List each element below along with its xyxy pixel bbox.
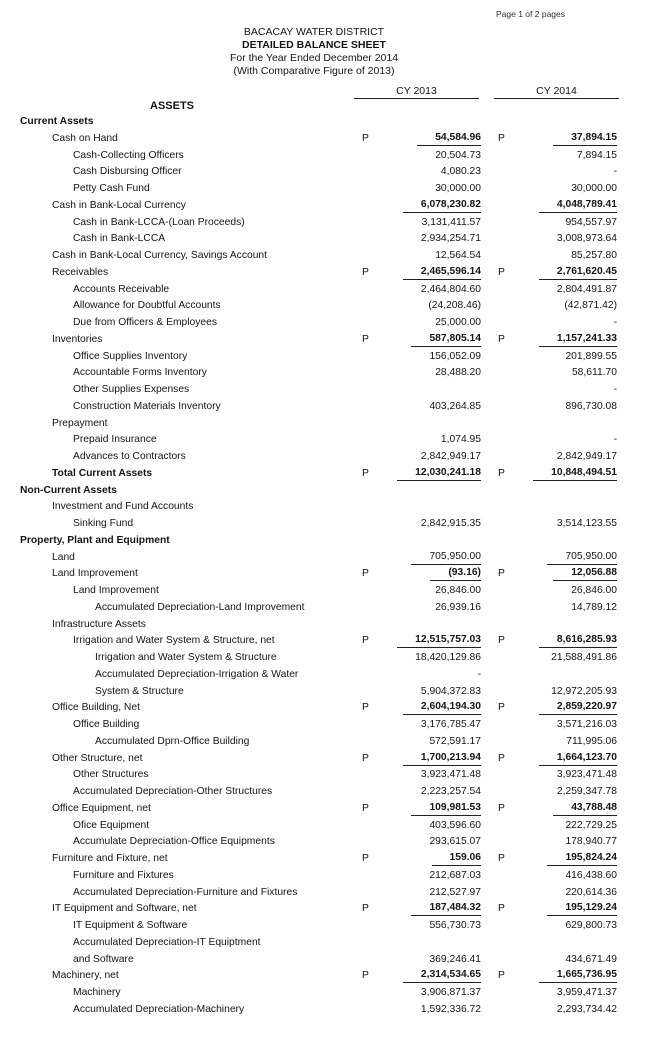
amount-2014: 58,611.70 bbox=[571, 367, 617, 379]
amount-2014: 222,729.25 bbox=[565, 819, 617, 831]
row-label: Ofice Equipment bbox=[73, 819, 150, 831]
table-row bbox=[0, 215, 668, 231]
amount-2013: 12,030,241.18 bbox=[397, 466, 481, 481]
amount-2014: 195,824.24 bbox=[547, 851, 617, 866]
amount-2014: 30,000.00 bbox=[571, 183, 617, 194]
row-label: Petty Cash Fund bbox=[73, 183, 150, 194]
amount-2013: 4,080.23 bbox=[440, 166, 481, 178]
table-row bbox=[0, 1002, 668, 1018]
amount-2013: 403,264.85 bbox=[429, 400, 481, 412]
amount-2014: 1,157,241.33 bbox=[539, 332, 617, 347]
amount-2013: 2,465,596.14 bbox=[403, 265, 481, 280]
row-label: Sinking Fund bbox=[73, 518, 134, 529]
peso-sign-2014: P bbox=[498, 635, 505, 647]
amount-2014: 43,788.48 bbox=[553, 801, 617, 816]
peso-sign-2013: P bbox=[362, 903, 369, 915]
peso-sign-2013: P bbox=[362, 333, 369, 345]
amount-2014: 10,848,494.51 bbox=[533, 466, 617, 481]
row-label: Cash in Bank-LCCA-(Loan Proceeds) bbox=[73, 216, 245, 228]
peso-sign-2013: P bbox=[362, 970, 369, 982]
amount-2014: 201,899.55 bbox=[565, 350, 617, 362]
table-row bbox=[0, 466, 668, 482]
amount-2014: (42,871.42) bbox=[564, 300, 617, 312]
table-row bbox=[0, 767, 668, 783]
table-row bbox=[0, 667, 668, 683]
amount-2013: 293,615.07 bbox=[429, 836, 481, 848]
amount-2014: 2,842,949.17 bbox=[556, 451, 617, 462]
row-label: and Software bbox=[73, 953, 134, 965]
amount-2013: 187,484.32 bbox=[411, 901, 481, 916]
table-row bbox=[0, 349, 668, 365]
row-label: Office Supplies Inventory bbox=[73, 350, 188, 362]
amount-2013: 12,564.54 bbox=[435, 250, 481, 261]
amount-2013: 587,805.14 bbox=[411, 332, 481, 347]
amount-2013: 572,591.17 bbox=[429, 735, 481, 747]
amount-2013: 2,223,257.54 bbox=[420, 786, 481, 797]
amount-2013: 26,846.00 bbox=[435, 585, 481, 596]
table-row bbox=[0, 650, 668, 666]
table-row bbox=[0, 834, 668, 850]
row-label: Irrigation and Water System & Structure, net bbox=[73, 635, 275, 647]
peso-sign-2014: P bbox=[498, 853, 505, 864]
row-label: Cash Disbursing Officer bbox=[73, 166, 182, 178]
table-row bbox=[0, 717, 668, 733]
amount-2013: 403,596.60 bbox=[429, 819, 481, 831]
row-label: Furniture and Fixture, net bbox=[52, 853, 168, 864]
amount-2013: 156,052.09 bbox=[429, 350, 481, 362]
amount-2013: - bbox=[477, 668, 481, 680]
amount-2014: 3,959,471.37 bbox=[556, 987, 617, 998]
row-label: Other Structure, net bbox=[52, 752, 143, 764]
row-label: Land Improvement bbox=[73, 585, 159, 596]
report-title: DETAILED BALANCE SHEET bbox=[242, 39, 386, 51]
column-header-cy2013: CY 2013 bbox=[354, 85, 479, 99]
assets-heading: ASSETS bbox=[150, 100, 195, 112]
amount-2014: 2,259,347.78 bbox=[556, 786, 617, 797]
table-row bbox=[0, 114, 668, 130]
amount-2014: 4,048,789.41 bbox=[539, 198, 617, 213]
amount-2013: 109,981.53 bbox=[411, 801, 481, 816]
row-label: Investment and Fund Accounts bbox=[52, 501, 194, 513]
peso-sign-2013: P bbox=[362, 802, 369, 814]
peso-sign-2013: P bbox=[362, 568, 369, 580]
table-row bbox=[0, 700, 668, 716]
amount-2013: 2,934,254.71 bbox=[420, 233, 481, 245]
amount-2013: (24,208.46) bbox=[428, 300, 481, 312]
row-label: Accumulate Depreciation-Office Equipments bbox=[73, 836, 275, 848]
peso-sign-2013: P bbox=[362, 266, 369, 278]
amount-2014: 12,972,205.93 bbox=[551, 685, 617, 697]
amount-2013: 5,904,372.83 bbox=[420, 685, 481, 697]
amount-2013: 2,464,804.60 bbox=[420, 283, 481, 295]
amount-2014: 12,056.88 bbox=[553, 566, 617, 581]
amount-2014: 21,588,491.86 bbox=[551, 652, 617, 663]
row-label: Machinery bbox=[73, 987, 121, 998]
amount-2014: 705,950.00 bbox=[547, 550, 617, 565]
table-row bbox=[0, 801, 668, 817]
amount-2014: 896,730.08 bbox=[565, 400, 617, 412]
row-label: Accumulated Depreciation-Irrigation & Water bbox=[95, 668, 299, 680]
table-row bbox=[0, 566, 668, 582]
amount-2013: 2,314,534.65 bbox=[403, 968, 481, 983]
table-row bbox=[0, 918, 668, 934]
table-row bbox=[0, 282, 668, 298]
amount-2013: 2,842,949.17 bbox=[420, 451, 481, 462]
row-label: Cash in Bank-Local Currency bbox=[52, 199, 186, 211]
column-header-cy2014: CY 2014 bbox=[494, 85, 619, 99]
amount-2014: 3,008,973.64 bbox=[556, 233, 617, 245]
row-label: Property, Plant and Equipment bbox=[20, 534, 170, 546]
peso-sign-2014: P bbox=[498, 802, 505, 814]
amount-2014: 434,671.49 bbox=[565, 953, 617, 965]
table-row bbox=[0, 432, 668, 448]
table-row bbox=[0, 198, 668, 214]
table-row bbox=[0, 399, 668, 415]
table-row bbox=[0, 499, 668, 515]
table-row bbox=[0, 449, 668, 465]
amount-2013: 3,906,871.37 bbox=[420, 987, 481, 998]
amount-2013: 2,604,194.30 bbox=[403, 700, 481, 715]
row-label: Furniture and Fixtures bbox=[73, 869, 174, 881]
report-comparative: (With Comparative Figure of 2013) bbox=[233, 65, 395, 77]
table-row bbox=[0, 298, 668, 314]
row-label: Irrigation and Water System & Structure bbox=[95, 652, 277, 663]
row-label: Due from Officers & Employees bbox=[73, 317, 218, 328]
table-row bbox=[0, 533, 668, 549]
table-row bbox=[0, 231, 668, 247]
peso-sign-2014: P bbox=[498, 467, 505, 479]
amount-2014: 416,438.60 bbox=[565, 869, 617, 881]
row-label: Construction Materials Inventory bbox=[73, 400, 221, 412]
peso-sign-2014: P bbox=[498, 702, 505, 714]
row-label: Accountable Forms Inventory bbox=[73, 367, 207, 379]
amount-2014: 711,995.06 bbox=[566, 735, 617, 747]
table-row bbox=[0, 968, 668, 984]
row-label: Non-Current Assets bbox=[20, 484, 117, 496]
table-row bbox=[0, 332, 668, 348]
table-row bbox=[0, 851, 668, 867]
org-name: BACACAY WATER DISTRICT bbox=[243, 26, 385, 38]
table-row bbox=[0, 550, 668, 566]
row-label: IT Equipment and Software, net bbox=[52, 903, 197, 915]
peso-sign-2014: P bbox=[498, 970, 505, 982]
amount-2014: 2,293,734.42 bbox=[556, 1003, 617, 1015]
amount-2013: 3,131,411.57 bbox=[421, 216, 481, 228]
amount-2013: 3,923,471.48 bbox=[420, 769, 481, 781]
amount-2013: 556,730.73 bbox=[429, 920, 481, 931]
row-label: Receivables bbox=[52, 266, 109, 278]
amount-2013: 159.06 bbox=[432, 851, 482, 866]
table-row bbox=[0, 265, 668, 281]
table-row bbox=[0, 600, 668, 616]
amount-2013: 25,000.00 bbox=[435, 317, 481, 328]
amount-2013: 1,592,336.72 bbox=[420, 1003, 481, 1015]
amount-2014: 1,665,736.95 bbox=[539, 968, 617, 983]
peso-sign-2014: P bbox=[498, 266, 505, 278]
row-label: Land Improvement bbox=[52, 568, 138, 580]
row-label: Current Assets bbox=[20, 116, 94, 127]
amount-2013: (93.16) bbox=[430, 566, 481, 581]
table-row bbox=[0, 131, 668, 147]
row-label: Land bbox=[52, 551, 75, 563]
amount-2014: 2,761,620.45 bbox=[539, 265, 617, 280]
amount-2013: 212,527.97 bbox=[429, 886, 481, 898]
peso-sign-2014: P bbox=[498, 752, 505, 764]
row-label: Prepayment bbox=[52, 417, 108, 429]
amount-2013: 1,074.95 bbox=[440, 434, 481, 446]
amount-2014: - bbox=[613, 434, 617, 446]
table-row bbox=[0, 164, 668, 180]
row-label: Cash on Hand bbox=[52, 132, 118, 144]
table-row bbox=[0, 382, 668, 398]
row-label: Infrastructure Assets bbox=[52, 618, 146, 630]
table-row bbox=[0, 751, 668, 767]
table-row bbox=[0, 784, 668, 800]
row-label: Machinery, net bbox=[52, 970, 119, 982]
amount-2013: 6,078,230.82 bbox=[403, 198, 481, 213]
amount-2014: 954,557.97 bbox=[565, 216, 617, 228]
row-label: Allowance for Doubtful Accounts bbox=[73, 300, 221, 312]
peso-sign-2014: P bbox=[498, 333, 505, 345]
amount-2014: 2,804,491.87 bbox=[556, 283, 617, 295]
row-label: Prepaid Insurance bbox=[73, 434, 157, 446]
amount-2013: 54,584.96 bbox=[417, 131, 481, 146]
amount-2014: 220,614.36 bbox=[565, 886, 617, 898]
report-period: For the Year Ended December 2014 bbox=[229, 52, 399, 64]
amount-2014: 85,257.80 bbox=[571, 250, 617, 261]
table-row bbox=[0, 315, 668, 331]
peso-sign-2014: P bbox=[498, 132, 505, 144]
row-label: Accumulated Depreciation-Other Structures bbox=[73, 786, 273, 797]
table-row bbox=[0, 818, 668, 834]
amount-2013: 26,939.16 bbox=[435, 601, 481, 613]
amount-2013: 18,420,129.86 bbox=[415, 652, 481, 663]
row-label: Office Building, Net bbox=[52, 702, 140, 714]
amount-2014: 37,894.15 bbox=[553, 131, 617, 146]
amount-2014: - bbox=[613, 384, 617, 395]
table-row bbox=[0, 952, 668, 968]
row-label: Other Structures bbox=[73, 769, 149, 781]
table-row bbox=[0, 885, 668, 901]
row-label: Accounts Receivable bbox=[73, 283, 170, 295]
table-row bbox=[0, 416, 668, 432]
amount-2013: 12,515,757.03 bbox=[397, 633, 481, 648]
table-row bbox=[0, 516, 668, 532]
amount-2013: 1,700,213.94 bbox=[403, 751, 481, 766]
amount-2014: 26,846.00 bbox=[571, 585, 617, 596]
page-number: Page 1 of 2 pages bbox=[496, 9, 566, 19]
table-row bbox=[0, 148, 668, 164]
peso-sign-2014: P bbox=[498, 568, 505, 580]
amount-2014: 195,129.24 bbox=[547, 901, 617, 916]
row-label: Accumulated Depreciation-Furniture and Fixtures bbox=[73, 886, 298, 898]
table-row bbox=[0, 365, 668, 381]
peso-sign-2014: P bbox=[498, 903, 505, 915]
peso-sign-2013: P bbox=[362, 467, 369, 479]
row-label: Office Building bbox=[73, 719, 140, 730]
peso-sign-2013: P bbox=[362, 635, 369, 647]
amount-2013: 20,504.73 bbox=[435, 149, 481, 161]
amount-2014: 2,859,220.97 bbox=[539, 700, 617, 715]
amount-2014: 8,616,285.93 bbox=[539, 633, 617, 648]
row-label: Accumulated Dprn-Office Building bbox=[95, 735, 250, 747]
amount-2013: 705,950.00 bbox=[411, 550, 481, 565]
amount-2013: 369,246.41 bbox=[429, 953, 481, 965]
row-label: Inventories bbox=[52, 333, 103, 345]
amount-2014: 7,894.15 bbox=[576, 149, 617, 161]
table-row bbox=[0, 483, 668, 499]
row-label: Office Equipment, net bbox=[52, 802, 151, 814]
table-row bbox=[0, 181, 668, 197]
row-label: Accumulated Depreciation-IT Equiptment bbox=[73, 936, 261, 948]
row-label: IT Equipment & Software bbox=[73, 920, 188, 931]
amount-2013: 2,842,915.35 bbox=[420, 518, 481, 529]
peso-sign-2013: P bbox=[362, 132, 369, 144]
peso-sign-2013: P bbox=[362, 853, 369, 864]
amount-2014: 14,789.12 bbox=[571, 601, 617, 613]
row-label: Accumulated Depreciation-Land Improvement bbox=[95, 601, 305, 613]
table-row bbox=[0, 901, 668, 917]
amount-2013: 30,000.00 bbox=[435, 183, 481, 194]
peso-sign-2013: P bbox=[362, 752, 369, 764]
row-label: Other Supplies Expenses bbox=[73, 384, 190, 395]
amount-2014: 3,923,471.48 bbox=[556, 769, 617, 781]
row-label: Cash in Bank-LCCA bbox=[73, 233, 166, 245]
amount-2014: - bbox=[613, 166, 617, 178]
table-row bbox=[0, 248, 668, 264]
amount-2014: 629,800.73 bbox=[565, 920, 617, 931]
table-row bbox=[0, 583, 668, 599]
amount-2014: - bbox=[613, 317, 617, 328]
table-row bbox=[0, 985, 668, 1001]
amount-2013: 3,176,785.47 bbox=[420, 719, 481, 730]
row-label: Cash in Bank-Local Currency, Savings Account bbox=[52, 250, 268, 261]
amount-2013: 212,687.03 bbox=[429, 869, 481, 881]
table-row bbox=[0, 868, 668, 884]
row-label: Cash-Collecting Officers bbox=[73, 149, 184, 161]
row-label: System & Structure bbox=[95, 685, 184, 697]
peso-sign-2013: P bbox=[362, 702, 369, 714]
amount-2014: 3,514,123.55 bbox=[556, 518, 617, 529]
row-label: Total Current Assets bbox=[52, 467, 153, 479]
table-row bbox=[0, 734, 668, 750]
row-label: Accumulated Depreciation-Machinery bbox=[73, 1003, 245, 1015]
amount-2014: 1,664,123.70 bbox=[539, 751, 617, 766]
table-row bbox=[0, 935, 668, 951]
amount-2014: 178,940.77 bbox=[565, 836, 617, 848]
row-label: Advances to Contractors bbox=[73, 451, 186, 462]
table-row bbox=[0, 617, 668, 633]
amount-2013: 28,488.20 bbox=[435, 367, 481, 379]
table-row bbox=[0, 684, 668, 700]
amount-2014: 3,571,216.03 bbox=[556, 719, 617, 730]
table-row bbox=[0, 633, 668, 649]
